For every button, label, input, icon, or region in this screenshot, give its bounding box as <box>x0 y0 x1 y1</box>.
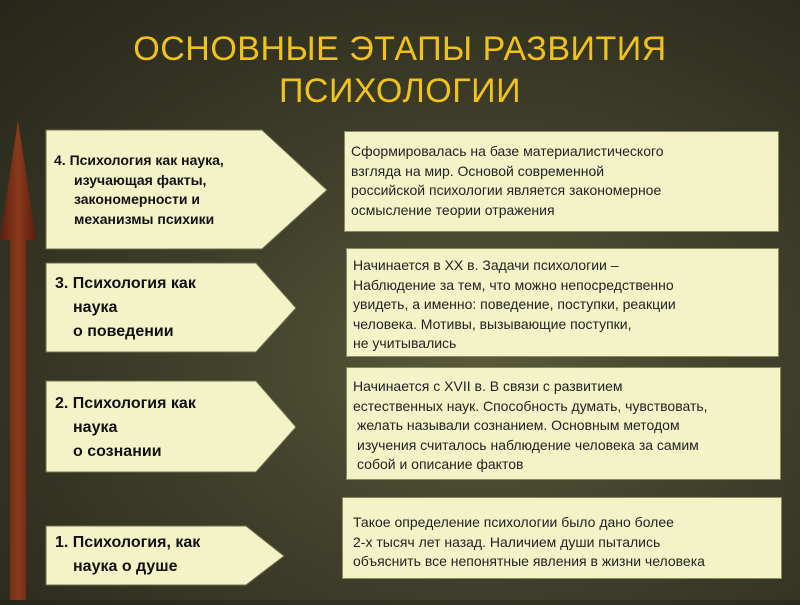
stage-3-desc-line-2: Наблюдение за тем, что можно непосредственно <box>353 276 674 293</box>
stage-4-line-2: изучающая факты, <box>74 171 207 188</box>
stage-2-desc-line-4: изучения считалось наблюдение человека за самим <box>357 436 699 453</box>
stage-1 <box>46 526 328 586</box>
stage-1-label <box>55 531 200 579</box>
stage-4-desc-line-4: осмысление теории отражения <box>351 201 555 218</box>
stage-3-label <box>55 272 196 344</box>
stage-1-desc-line-1: Такое определение психологии было дано более <box>353 514 674 530</box>
stage-2-desc-line-1: Начинается с XVII в. В связи с развитием <box>353 378 623 394</box>
page-title <box>0 28 800 112</box>
stage-1-description <box>342 497 782 579</box>
stage-2-desc-line-2: естественных наук. Способность думать, чувствовать, <box>353 397 708 414</box>
stage-2 <box>46 381 328 473</box>
stage-2-desc-line-3: желать называли сознанием. Основным методом <box>357 417 680 433</box>
stage-3-desc-line-3: увидеть, а именно: поведение, поступки, реакции <box>353 296 676 312</box>
stage-2-line-1: 2. Психология как <box>55 395 196 412</box>
development-arrow-icon <box>0 0 50 600</box>
stage-2-label <box>55 392 196 464</box>
stage-3-line-2: наука <box>73 299 118 316</box>
stage-2-line-3: о сознании <box>73 443 162 460</box>
stage-4 <box>46 130 328 250</box>
stage-4-line-4: механизмы психики <box>74 210 215 227</box>
stage-1-desc-line-2: 2-х тысяч лет назад. Наличием души пытались <box>353 533 661 550</box>
stage-4-line-1: 4. Психология как наука, <box>54 152 224 168</box>
stage-4-desc-line-3: российской психологии является закономерное <box>351 182 662 198</box>
stage-3 <box>46 263 328 353</box>
stage-2-desc-line-5: собой и описание фактов <box>357 456 524 472</box>
stage-4-line-3: закономерности и <box>74 191 201 207</box>
stage-4-label <box>54 151 224 229</box>
stage-3-description <box>346 248 779 357</box>
stage-4-desc-line-1: Сформировалась на базе материалистического <box>351 143 664 159</box>
stage-3-line-3: о поведении <box>73 323 174 340</box>
stage-4-desc-line-2: взгляда на мир. Основой современной <box>351 162 605 179</box>
stage-2-description <box>346 367 781 480</box>
title-line-2: ПСИХОЛОГИИ <box>278 72 522 110</box>
stage-3-desc-line-1: Начинается в XX в. Задачи психологии – <box>353 257 619 273</box>
stage-1-line-2: наука о душе <box>73 558 178 575</box>
stage-3-desc-line-4: человека. Мотивы, вызывающие поступки, <box>353 315 632 332</box>
stage-1-desc-line-3: объяснить все непонятные явления в жизни человека <box>353 553 705 569</box>
stage-4-description <box>344 131 779 232</box>
stage-2-line-2: наука <box>73 419 118 436</box>
stage-1-line-1: 1. Психология, как <box>55 534 201 551</box>
stage-3-desc-line-5: не учитывались <box>353 335 457 351</box>
title-line-1: ОСНОВНЫЕ ЭТАПЫ РАЗВИТИЯ <box>133 30 667 68</box>
stage-3-line-1: 3. Психология как <box>55 275 196 292</box>
